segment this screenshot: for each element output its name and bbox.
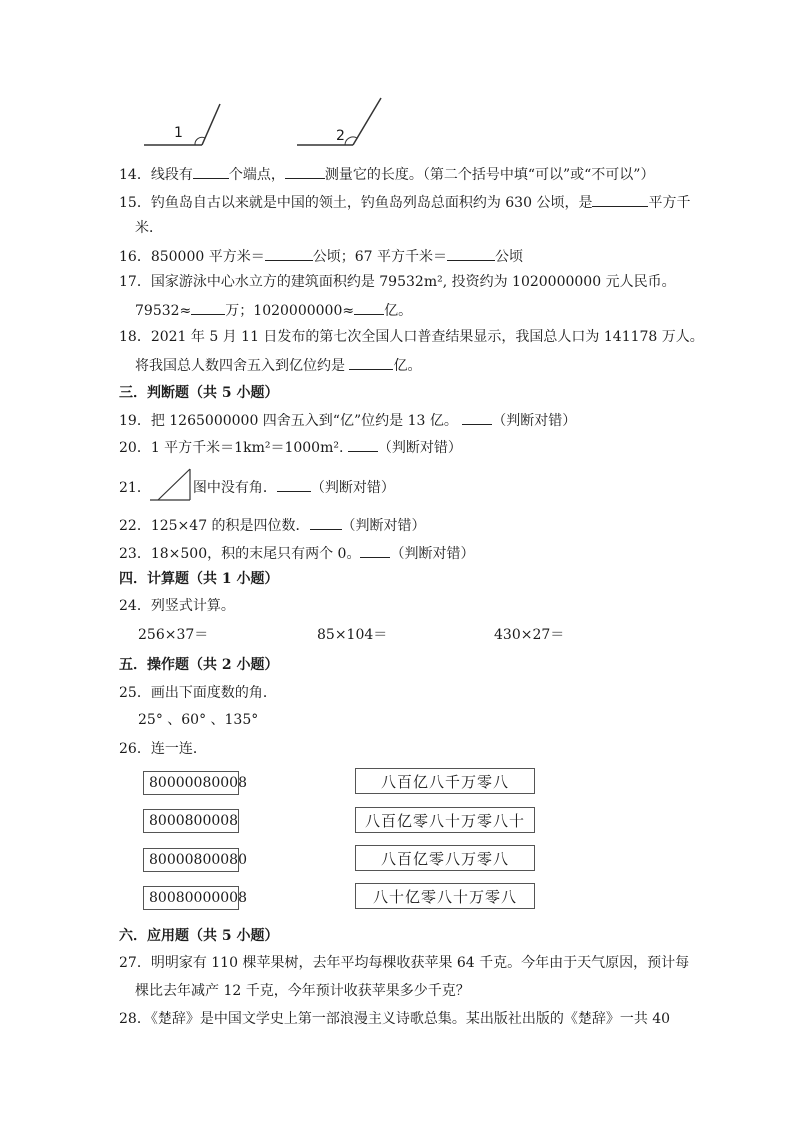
question-15 <box>119 192 690 212</box>
angle-2-label: 2 <box>336 128 345 144</box>
question-27 <box>119 954 689 972</box>
question-number: 22． <box>119 518 151 534</box>
section-6-title: 六．应用题（共 5 小题） <box>119 928 279 944</box>
question-17 <box>119 273 676 291</box>
question-23 <box>119 543 474 563</box>
q24-text-1: 列竖式计算。 <box>150 598 235 614</box>
number-box[interactable]: 80000080008 <box>143 771 239 795</box>
question-number: 17． <box>119 274 151 290</box>
answer-blank[interactable] <box>348 437 378 452</box>
q14-text-2: 个端点， <box>228 167 285 183</box>
question-24 <box>119 597 235 615</box>
calc-expression-3: 430×27＝ <box>494 627 565 643</box>
q17-text-4: 亿。 <box>384 303 413 319</box>
angle-1-figure <box>140 100 230 150</box>
q27-text-1: 明明家有 110 棵苹果树，去年平均每棵收获苹果 64 千克。今年由于天气原因，预计每 <box>150 955 690 971</box>
question-number: 16． <box>119 249 151 265</box>
q21-text-1: 图中没有角． <box>192 480 277 496</box>
answer-blank[interactable] <box>193 164 229 179</box>
question-number: 18． <box>119 329 151 345</box>
q17-text-2: 79532≈ <box>135 303 192 319</box>
question-19 <box>119 410 576 430</box>
q16-text-3: 公顷 <box>495 249 523 265</box>
question-27-cont <box>135 982 470 1000</box>
angle-degrees: 25° 、60° 、135° <box>138 712 259 728</box>
q20-text-2: （判断对错） <box>377 440 462 456</box>
q15-text-3: 米． <box>135 220 163 236</box>
question-20 <box>119 437 462 457</box>
answer-blank[interactable] <box>191 300 225 315</box>
chinese-number-box[interactable]: 八百亿零八万零八 <box>355 845 535 871</box>
answer-blank[interactable] <box>354 300 384 315</box>
question-17-cont <box>135 300 412 320</box>
q17-text-1: 国家游泳中心水立方的建筑面积约是 79532m², 投资约为 1020000000 元人民币。 <box>150 274 676 290</box>
section-3-title: 三．判断题（共 5 小题） <box>119 385 279 401</box>
q26-text-1: 连一连． <box>150 741 207 757</box>
question-18 <box>119 328 704 346</box>
question-number: 26． <box>119 741 151 757</box>
question-number: 15． <box>119 195 151 211</box>
q14-text-3: 测量它的长度。（第二个括号中填“可以”或“不可以”） <box>324 167 655 183</box>
q15-text-1: 钓鱼岛自古以来就是中国的领土，钓鱼岛列岛总面积约为 630 公顷，是 <box>150 195 593 211</box>
answer-blank[interactable] <box>277 477 311 492</box>
q22-text-2: （判断对错） <box>341 518 426 534</box>
question-28 <box>119 1010 670 1028</box>
question-15-cont <box>135 219 163 237</box>
question-number: 25． <box>119 685 151 701</box>
section-5-title: 五．操作题（共 2 小题） <box>119 657 279 673</box>
question-number: 20． <box>119 440 151 456</box>
question-16 <box>119 246 523 266</box>
question-number: 19． <box>119 413 151 429</box>
q16-text-2: 公顷；67 平方千米＝ <box>312 249 447 265</box>
q18-text-2: 将我国总人数四舍五入到亿位约是 <box>135 358 345 374</box>
answer-blank[interactable] <box>592 192 648 207</box>
question-number: 21． <box>119 480 151 496</box>
answer-blank[interactable] <box>265 246 313 261</box>
answer-blank[interactable] <box>360 543 390 558</box>
question-number: 14． <box>119 167 151 183</box>
number-box[interactable]: 8000800008 <box>143 809 239 833</box>
question-number: 24． <box>119 598 151 614</box>
question-18-cont <box>135 355 421 375</box>
answer-blank[interactable] <box>447 246 495 261</box>
q19-text-2: （判断对错） <box>492 413 577 429</box>
question-14 <box>119 164 654 184</box>
angle-1-label: 1 <box>174 125 183 141</box>
q16-text-1: 850000 平方米＝ <box>150 249 265 265</box>
q19-text-1: 把 1265000000 四舍五入到“亿”位约是 13 亿。 <box>150 413 458 429</box>
question-25 <box>119 684 277 702</box>
question-26 <box>119 740 207 758</box>
section-4-title: 四．计算题（共 1 小题） <box>119 571 279 587</box>
question-number: 27． <box>119 955 151 971</box>
question-22 <box>119 515 426 535</box>
q17-text-3: 万；1020000000≈ <box>225 303 355 319</box>
q27-text-2: 棵比去年减产 12 千克，今年预计收获苹果多少千克？ <box>135 983 470 999</box>
q23-text-2: （判断对错） <box>390 546 475 562</box>
q22-text-1: 125×47 的积是四位数． <box>150 518 310 534</box>
number-box[interactable]: 80080000008 <box>143 886 239 910</box>
q23-text-1: 18×500，积的末尾只有两个 0。 <box>150 546 361 562</box>
q28-text-1: 《楚辞》是中国文学史上第一部浪漫主义诗歌总集。某出版社出版的《楚辞》一共 40 <box>150 1011 671 1027</box>
answer-blank[interactable] <box>310 515 342 530</box>
question-number: 28． <box>119 1011 151 1027</box>
calc-expression-2: 85×104＝ <box>317 627 388 643</box>
triangle-figure <box>148 467 192 503</box>
q18-text-3: 亿。 <box>393 358 422 374</box>
answer-blank[interactable] <box>462 410 492 425</box>
number-box[interactable]: 80000800080 <box>143 848 239 872</box>
q21-text-2: （判断对错） <box>310 480 395 496</box>
chinese-number-box[interactable]: 八百亿八千万零八 <box>355 768 535 794</box>
q15-text-2: 平方千 <box>648 195 691 211</box>
question-number: 23． <box>119 546 151 562</box>
q25-text-1: 画出下面度数的角． <box>150 685 277 701</box>
q20-text-1: 1 平方千米＝1km²＝1000m². <box>150 440 344 456</box>
chinese-number-box[interactable]: 八百亿零八十万零八十 <box>355 807 535 833</box>
q14-text-1: 线段有 <box>150 167 193 183</box>
answer-blank[interactable] <box>285 164 325 179</box>
q18-text-1: 2021 年 5 月 11 日发布的第七次全国人口普查结果显示，我国总人口为 141178 万人。 <box>150 329 704 345</box>
calc-expression-1: 256×37＝ <box>138 627 209 643</box>
chinese-number-box[interactable]: 八十亿零八十万零八 <box>355 883 535 909</box>
answer-blank[interactable] <box>349 355 393 370</box>
